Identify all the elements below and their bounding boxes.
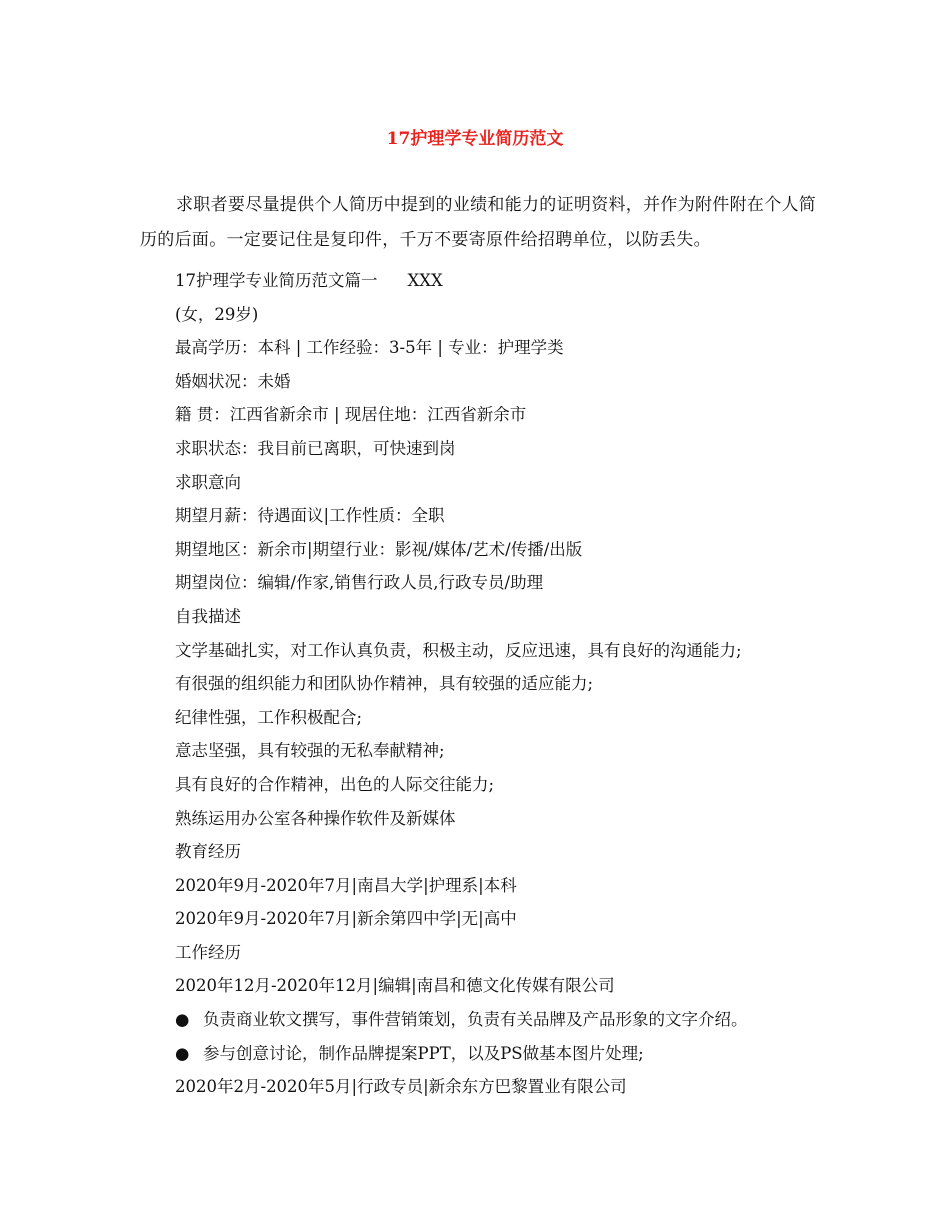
intro-paragraph: 求职者要尽量提供个人简历中提到的业绩和能力的证明资料，并作为附件附在个人简历的后面。一定要记住是复印件，千万不要寄原件给招聘单位，以防丢失。 [140,195,817,250]
text-line: 2020年2月-2020年5月|行政专员|新余东方巴黎置业有限公司 [175,1077,627,1097]
resume-heading-line [175,264,748,298]
section-heading: 教育经历 [175,842,241,862]
text-line: 期望岗位：编辑/作家,销售行政人员,行政专员/助理 [175,573,544,593]
text-line: 期望月薪：待遇面议|工作性质：全职 [175,506,445,526]
text-line: 2020年12月-2020年12月|编辑|南昌和德文化传媒有限公司 [175,976,615,996]
text-line: 纪律性强，工作积极配合; [175,707,363,727]
text-line: 籍 贯：江西省新余市 | 现居住地：江西省新余市 [175,405,527,425]
bullet-text: 负责商业软文撰写，事件营销策划，负责有关品牌及产品形象的文字介绍。 [203,1010,748,1030]
resume-heading-text: 17护理学专业简历范文篇一 [175,271,378,290]
text-line: (女，29岁) [175,304,259,324]
text-line: 意志坚强，具有较强的无私奉献精神; [175,741,445,761]
text-line: 求职状态：我目前已离职，可快速到岗 [175,438,456,458]
text-line: 熟练运用办公室各种操作软件及新媒体 [175,808,456,828]
resume-body [175,264,748,1104]
bullet-icon: ● [175,1043,190,1063]
document-title: 17护理学专业简历范文 [386,129,564,149]
bullet-text: 参与创意讨论，制作品牌提案PPT，以及PS做基本图片处理; [203,1043,644,1063]
text-line: 具有良好的合作精神，出色的人际交往能力; [175,774,495,794]
text-line: 婚姻状况：未婚 [175,371,291,391]
section-heading: 求职意向 [175,472,241,492]
text-line: 期望地区：新余市|期望行业：影视/媒体/艺术/传播/出版 [175,539,583,559]
text-line: 最高学历：本科 | 工作经验：3-5年 | 专业：护理学类 [175,338,564,358]
section-heading: 自我描述 [175,606,241,626]
bullet-item [175,1003,748,1037]
text-line: 2020年9月-2020年7月|新余第四中学|无|高中 [175,909,517,929]
text-line: 2020年9月-2020年7月|南昌大学|护理系|本科 [175,875,517,895]
text-line: 有很强的组织能力和团队协作精神，具有较强的适应能力; [175,674,594,694]
candidate-name: XXX [407,271,443,290]
bullet-icon: ● [175,1010,190,1030]
bullet-item [175,1037,748,1071]
text-line: 文学基础扎实，对工作认真负责，积极主动，反应迅速，具有良好的沟通能力; [175,640,742,660]
section-heading: 工作经历 [175,942,241,962]
